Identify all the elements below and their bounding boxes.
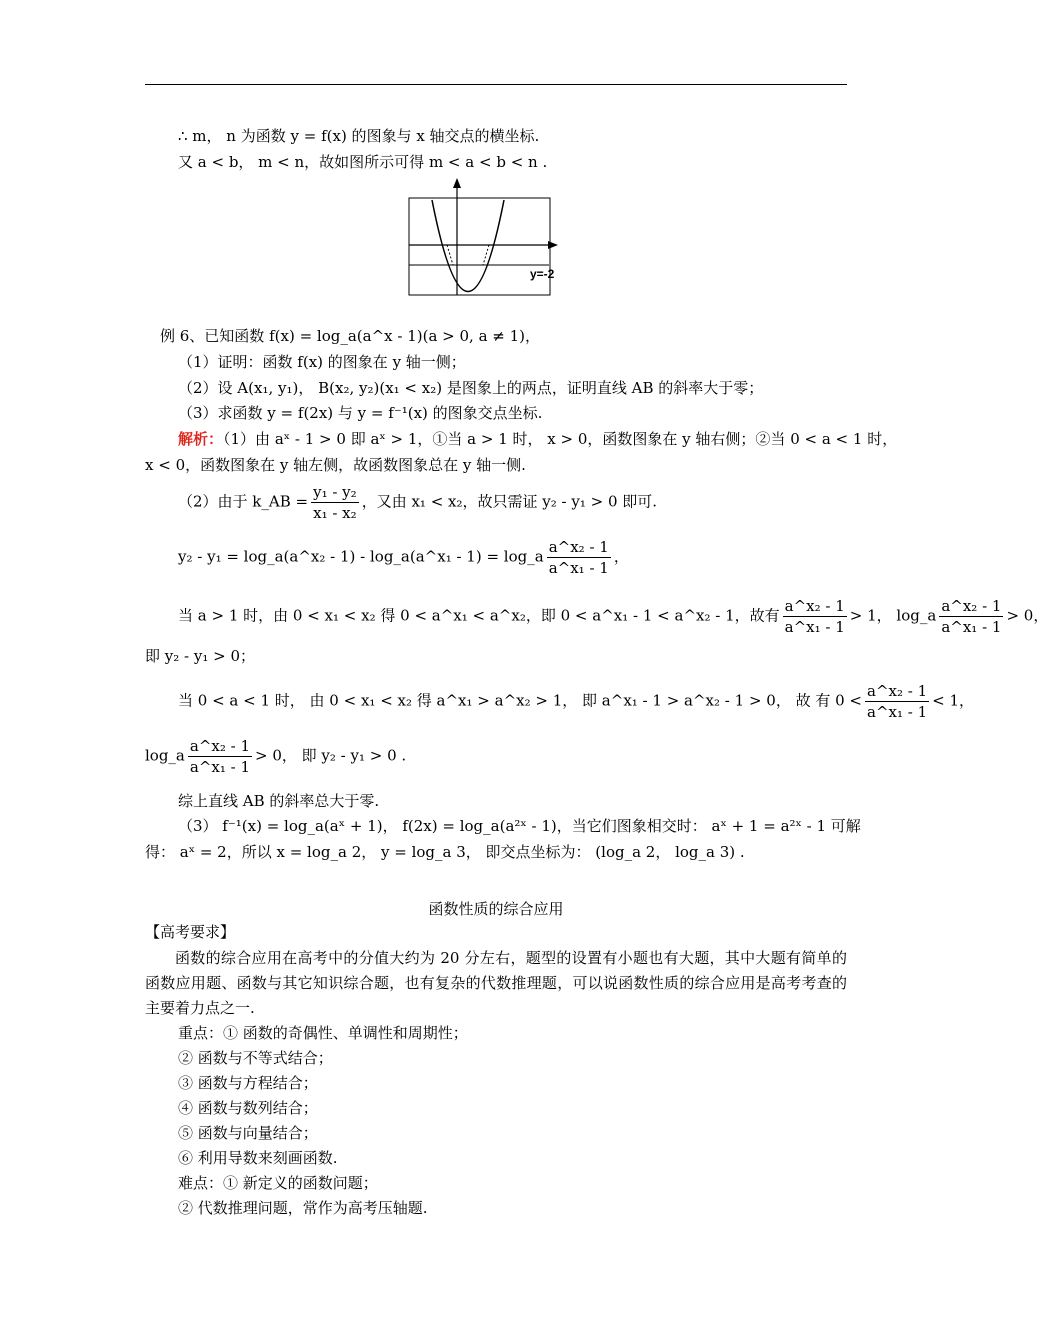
- solution-line: （2）由于 k_AB = $\frac{\text{y₁ - y₂}}{\text{x₁ - x₂}}$ ，又由 x₁ < x₂，故只需证 y₂ - y₁ > 0 即可.: [178, 483, 658, 522]
- solution-line: [178, 429, 897, 449]
- key-point: ④ 函数与数列结合；: [178, 1099, 318, 1117]
- ratio-fraction: $\frac{\text{a\textasciicircum{}x₂ - 1}}{\text{a\textasciicircum{}x₁ - 1}}$: [784, 597, 845, 636]
- figure-label: y=-2: [530, 267, 555, 281]
- key-point: ③ 函数与方程结合；: [178, 1074, 318, 1092]
- key-point: ⑥ 利用导数来刻画函数.: [178, 1149, 338, 1167]
- solution-line: 当 a > 1 时，由 0 < x₁ < x₂ 得 0 < a^x₁ < a^x₂，即 0 < a^x₁ - 1 < a^x₂ - 1，故有 $\frac{\text{a\textasciicircum{}x₂ - 1}}{\text{a\textasciicircum{}x₁ - 1}}$ > 1， log_a $\frac{\text{a\textasciicircum{}x₂ - 1}}{\text{a\textasciicircum{}x₁ - 1}}$ > 0，: [178, 597, 1048, 636]
- log-fraction: $\frac{\text{a\textasciicircum{}x₂ - 1}}{\text{a\textasciicircum{}x₁ - 1}}$: [941, 597, 1002, 636]
- question-1: （1）证明：函数 f(x) 的图象在 y 轴一侧；: [178, 353, 466, 371]
- solution-line: 当 0 < a < 1 时， 由 0 < x₁ < x₂ 得 a^x₁ > a^x₂ > 1， 即 a^x₁ - 1 > a^x₂ - 1 > 0， 故 有 0 < $\frac{\text{a\textasciicircum{}x₂ - 1}}{\text{a\textasciicircum{}x₁ - 1}}$ < 1，: [178, 682, 975, 721]
- slope-fraction: $\frac{\text{y₁ - y₂}}{\text{x₁ - x₂}}$: [313, 483, 357, 522]
- solution-line: 综上直线 AB 的斜率总大于零.: [178, 792, 380, 810]
- solution-line: 即 y₂ - y₁ > 0；: [145, 647, 255, 665]
- parabola-curve: [432, 200, 504, 292]
- y-axis-arrow: [453, 178, 461, 188]
- text-line: ∴ m， n 为函数 y = f(x) 的图象与 x 轴交点的横坐标.: [178, 127, 540, 145]
- ratio-fraction: $\frac{\text{a\textasciicircum{}x₂ - 1}}{\text{a\textasciicircum{}x₁ - 1}}$: [867, 682, 928, 721]
- solution-line: log_a $\frac{\text{a\textasciicircum{}x₂ - 1}}{\text{a\textasciicircum{}x₁ - 1}}$ > 0， 即 y₂ - y₁ > 0 .: [145, 737, 407, 776]
- solution-line: 得： aˣ = 2，所以 x = log_a 2， y = log_a 3， 即交点坐标为： (log_a 2， log_a 3) .: [145, 843, 745, 861]
- key-point: 重点：① 函数的奇偶性、单调性和周期性；: [178, 1024, 468, 1042]
- question-3: （3）求函数 y = f(2x) 与 y = f⁻¹(x) 的图象交点坐标.: [178, 404, 543, 422]
- solution-text: （1）由 aˣ - 1 > 0 即 aˣ > 1，①当 a > 1 时， x > 0，函数图象在 y 轴右侧；②当 0 < a < 1 时，: [223, 430, 898, 448]
- solution-label: 解析：: [178, 430, 224, 448]
- difficulty-point: ② 代数推理问题，常作为高考压轴题.: [178, 1199, 428, 1217]
- log-fraction: $\frac{\text{a\textasciicircum{}x₂ - 1}}{\text{a\textasciicircum{}x₁ - 1}}$: [189, 737, 251, 776]
- section-title: 函数性质的综合应用: [428, 900, 564, 918]
- text-line: 又 a < b， m < n，故如图所示可得 m < a < b < n .: [178, 153, 548, 171]
- solution-line: y₂ - y₁ = log_a(a^x₂ - 1) - log_a(a^x₁ - 1) = log_a $\frac{\text{a\textasciicircum{}x₂ - 1}}{\text{a\textasciicircum{}x₁ - 1}}$ ，: [178, 538, 629, 577]
- solution-line: （3） f⁻¹(x) = log_a(aˣ + 1)， f(2x) = log_a(a²ˣ - 1)，当它们图象相交时： aˣ + 1 = a²ˣ - 1 可解: [178, 817, 861, 835]
- difficulty-point: 难点：① 新定义的函数问题；: [178, 1174, 378, 1192]
- solution-line: x < 0，函数图象在 y 轴左侧，故函数图象总在 y 轴一侧.: [145, 456, 526, 474]
- question-2: （2）设 A(x₁, y₁)， B(x₂, y₂)(x₁ < x₂) 是图象上的两点，证明直线 AB 的斜率大于零；: [178, 379, 764, 397]
- key-point: ⑤ 函数与向量结合；: [178, 1124, 318, 1142]
- header-rule: [145, 84, 847, 85]
- x-axis-arrow: [548, 241, 558, 249]
- example-title: 例 6、已知函数 f(x) = log_a(a^x - 1)(a > 0, a ≠ 1)，: [160, 327, 541, 345]
- log-fraction: $\frac{\text{a\textasciicircum{}x₂ - 1}}{\text{a\textasciicircum{}x₁ - 1}}$: [548, 538, 609, 577]
- parabola-figure: [408, 178, 560, 298]
- figure-border: [409, 198, 550, 295]
- requirement-paragraph: 函数的综合应用在高考中的分值大约为 20 分左右，题型的设置有小题也有大题，其中大题有简单的函数应用题、函数与其它知识综合题，也有复杂的代数推理题，可以说函数性质的综合应用是高考考查的主要着力点之一.: [145, 949, 847, 1017]
- requirement-heading: 【高考要求】: [145, 923, 236, 941]
- key-point: ② 函数与不等式结合；: [178, 1049, 333, 1067]
